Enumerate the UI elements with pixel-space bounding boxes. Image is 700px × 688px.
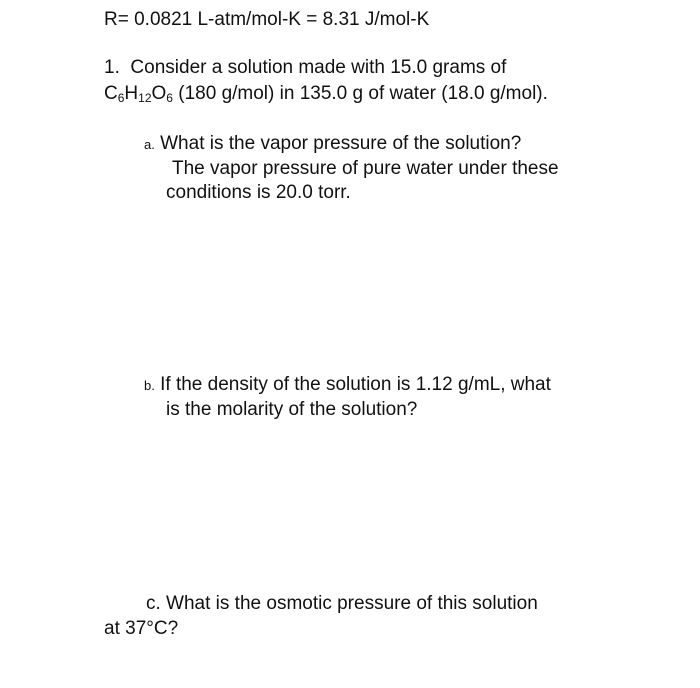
part-a-line1 [144,132,521,157]
glucose-formula: $C_6H_{12}O_6$ [104,83,173,105]
part-b-line1 [144,373,551,398]
part-c-line1 [146,592,538,616]
part-b-marker: b. [144,378,155,393]
problem1-formula-line [104,82,548,106]
part-b-line2: is the molarity of the solution? [166,399,418,420]
problem-number: 1. [104,57,120,78]
part-c-question: c. What is the osmotic pressure of this solution [146,593,538,614]
gas-constant-text: R= 0.0821 L-atm/mol-K = 8.31 J/mol-K [104,9,430,30]
part-b-question: If the density of the solution is 1.12 g/mL, what [160,374,551,395]
part-a-marker: a. [144,137,155,152]
problem1-intro-line [104,56,506,80]
part-a-line2: The vapor pressure of pure water under these [172,158,559,179]
part-a-line3: conditions is 20.0 torr. [166,182,351,203]
part-c-line2: at 37°C? [104,618,179,639]
part-a-question: What is the vapor pressure of the solution? [160,133,522,154]
gas-constant-line [104,8,429,32]
problem1-intro-rest: (180 g/mol) in 135.0 g of water (18.0 g/mol). [172,83,548,104]
problem1-intro: Consider a solution made with 15.0 grams of [130,57,507,78]
